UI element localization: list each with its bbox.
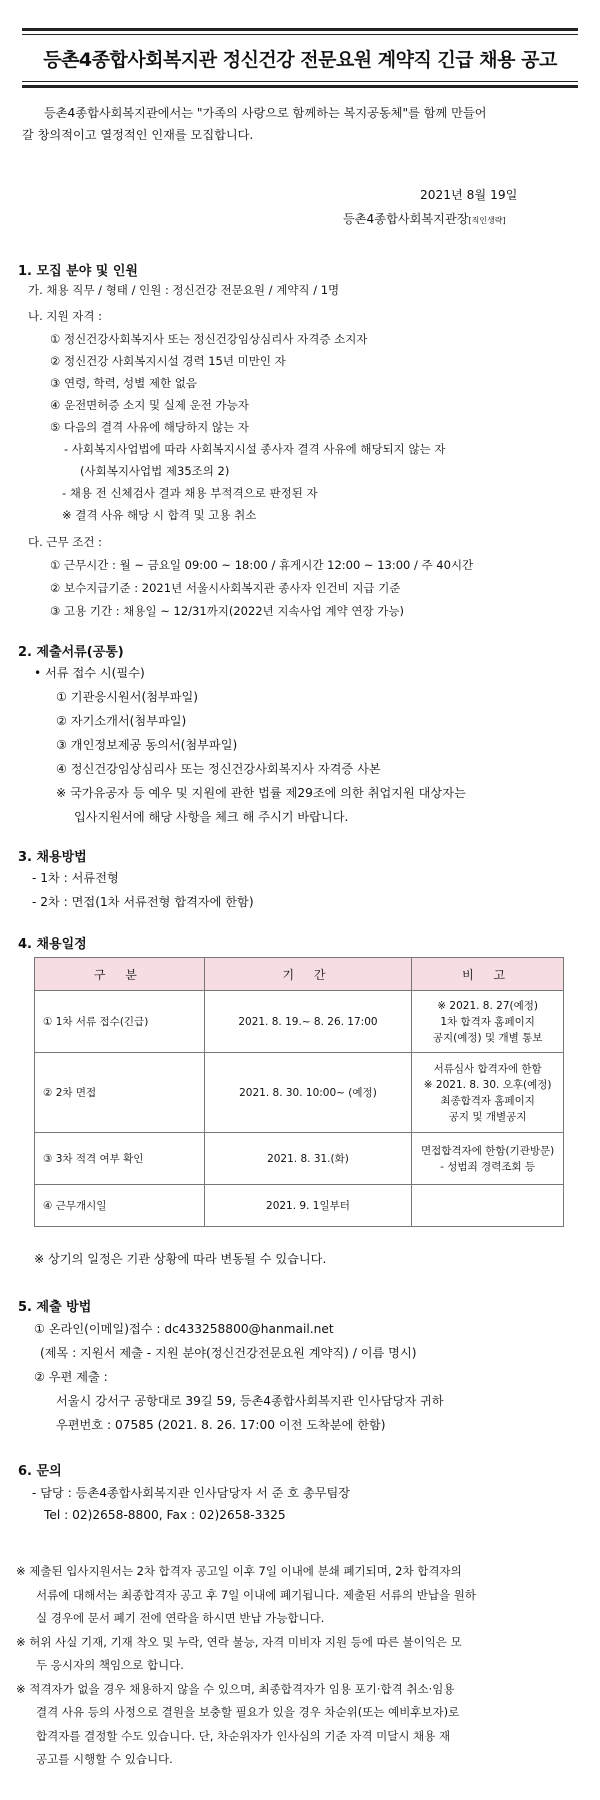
email-subject-format: (제목 : 지원서 제출 - 지원 분야(정신건강전문요원 계약직) / 이름 명시): [40, 1346, 417, 1360]
note-line: 실 경우에 문서 폐기 전에 연락을 하시면 반납 가능합니다.: [36, 1611, 325, 1625]
veteran-note-2: 입사지원서에 해당 사항을 체크 해 주시기 바랍니다.: [74, 810, 349, 824]
note-cell: [412, 1053, 564, 1133]
section-2-heading: 2. 제출서류(공통): [18, 645, 124, 660]
category-cell: ④ 근무개시일: [35, 1185, 205, 1227]
notes-block: [16, 1560, 586, 1772]
section-6-heading: 6. 문의: [18, 1464, 62, 1479]
intro-line-2: 갈 창의적이고 열정적인 인재를 모집합니다.: [22, 128, 254, 142]
contact-phone: Tel : 02)2658-8800, Fax : 02)2658-3325: [44, 1508, 286, 1522]
document-item: ① 기관응시원서(첨부파일): [56, 690, 199, 704]
postal-submission: ② 우편 제출 :: [34, 1370, 108, 1384]
note-line: 합격자를 결정할 수도 있습니다. 단, 차순위자가 인사심의 기준 자격 미달시 채용 재: [36, 1728, 451, 1743]
disqualification-1: - 사회복지사업법에 따라 사회복지시설 종사자 결격 사유에 해당되지 않는 자: [64, 442, 446, 456]
documents-bullet: • 서류 접수 시(필수): [34, 666, 145, 680]
postal-code: 우편번호 : 07585 (2021. 8. 26. 17:00 이전 도착분에 한함): [56, 1418, 386, 1432]
postal-address: 서울시 강서구 공항대로 39길 59, 등촌4종합사회복지관 인사담당자 귀하: [56, 1394, 444, 1408]
period-cell: 2021. 9. 1일부터: [204, 1185, 412, 1227]
issuer-name: 등촌4종합사회복지관장: [343, 212, 469, 226]
note-line: ※ 허위 사실 기재, 기재 착오 및 누락, 연락 불능, 자격 미비자 지원 등에 따른 불이익은 모: [16, 1634, 462, 1649]
section-5-heading: 5. 제출 방법: [18, 1300, 92, 1315]
disqualification-1-law: (사회복지사업법 제35조의 2): [80, 464, 230, 478]
category-cell: ② 2차 면접: [35, 1053, 205, 1133]
work-condition: ① 근무시간 : 월 ~ 금요일 09:00 ~ 18:00 / 휴게시간 12:00 ~ 13:00 / 주 40시간: [50, 558, 474, 572]
job-info: 가. 채용 직무 / 형태 / 인원 : 정신건강 전문요원 / 계약직 / 1명: [28, 283, 340, 297]
title-box: [22, 28, 578, 88]
note-cell: [412, 991, 564, 1053]
section-4-heading: 4. 채용일정: [18, 937, 87, 952]
note-line: ※ 2021. 8. 30. 오후(예정): [423, 1078, 552, 1091]
column-header: 기 간: [204, 958, 412, 991]
work-conditions-heading: 다. 근무 조건 :: [28, 535, 103, 549]
period-cell: 2021. 8. 30. 10:00~ (예정): [204, 1053, 412, 1133]
issue-date: 2021년 8월 19일: [420, 188, 518, 202]
note-line: 서류에 대해서는 최종합격자 공고 후 7일 이내에 폐기됩니다. 제출된 서류의 반납을 원하: [36, 1587, 476, 1602]
page-title: 등촌4종합사회복지관 정신건강 전문요원 계약직 긴급 채용 공고: [43, 48, 557, 71]
qualification-item: ③ 연령, 학력, 성별 제한 없음: [50, 376, 197, 390]
period-cell: 2021. 8. 19.~ 8. 26. 17:00: [204, 991, 412, 1053]
note-cell: [412, 1133, 564, 1185]
note-line: 공고를 시행할 수 있습니다.: [36, 1752, 173, 1766]
veteran-note-1: ※ 국가유공자 등 예우 및 지원에 관한 법률 제29조에 의한 취업지원 대상자는: [56, 786, 466, 800]
note-line: 서류심사 합격자에 한함: [433, 1062, 542, 1075]
section-1-heading: 1. 모집 분야 및 인원: [18, 264, 138, 279]
period-cell: 2021. 8. 31.(화): [204, 1133, 412, 1185]
online-submission: [34, 1320, 334, 1337]
disqualification-2: - 채용 전 신체검사 결과 채용 부적격으로 판정된 자: [62, 486, 318, 500]
qualification-item: ② 정신건강 사회복지시설 경력 15년 미만인 자: [50, 354, 286, 368]
qualification-item: ① 정신건강사회복지사 또는 정신건강임상심리사 자격증 소지자: [50, 332, 368, 346]
table-row: [35, 991, 564, 1053]
note-cell: [412, 1185, 564, 1227]
note-line: 두 응시자의 책임으로 합니다.: [36, 1658, 184, 1672]
contact-person: - 담당 : 등촌4종합사회복지관 인사담당자 서 준 호 총무팀장: [32, 1486, 351, 1500]
note-line: ※ 적격자가 없을 경우 채용하지 않을 수 있으며, 최종합격자가 임용 포기·합격 취소·임용: [16, 1681, 455, 1696]
note-line: 면접합격자에 한함(기관방문): [421, 1144, 555, 1157]
column-header: 비 고: [412, 958, 564, 991]
document-item: ② 자기소개서(첨부파일): [56, 714, 187, 728]
table-header-row: [35, 958, 564, 991]
issuer: [343, 210, 506, 227]
note-line: 결격 사유 등의 사정으로 결원을 보충할 필요가 있을 경우 차순위(또는 예비후보자)로: [36, 1705, 460, 1719]
note-line: 최종합격자 홈페이지: [440, 1094, 535, 1107]
qualification-item: ④ 운전면허증 소지 및 실제 운전 가능자: [50, 398, 249, 412]
work-condition: ② 보수지급기준 : 2021년 서울시사회복지관 종사자 인건비 지급 기준: [50, 581, 401, 595]
table-row: [35, 1053, 564, 1133]
table-row: [35, 1133, 564, 1185]
qualification-item: ⑤ 다음의 결격 사유에 해당하지 않는 자: [50, 420, 249, 434]
note-line: ※ 2021. 8. 27(예정): [437, 999, 538, 1012]
section-3-heading: 3. 채용방법: [18, 850, 87, 865]
intro-line-1: 등촌4종합사회복지관에서는 "가족의 사랑으로 함께하는 복지공동체"를 함께 만들어: [44, 106, 487, 120]
note-line: 공지 및 개별공지: [448, 1110, 527, 1123]
schedule-table: [34, 957, 564, 1227]
method-second: - 2차 : 면접(1차 서류전형 합격자에 한함): [32, 895, 254, 909]
disqualification-note: ※ 결격 사유 해당 시 합격 및 고용 취소: [62, 508, 257, 522]
category-cell: ③ 3차 적격 여부 확인: [35, 1133, 205, 1185]
work-condition: ③ 고용 기간 : 채용일 ~ 12/31까지(2022년 지속사업 계약 연장 가능): [50, 604, 404, 618]
schedule-footnote: ※ 상기의 일정은 기관 상황에 따라 변동될 수 있습니다.: [34, 1252, 327, 1266]
note-line: 1차 합격자 홈페이지: [440, 1015, 535, 1028]
issuer-stamp: [직인생략]: [468, 216, 506, 225]
table-row: [35, 1185, 564, 1227]
method-first: - 1차 : 서류전형: [32, 871, 119, 885]
qualification-heading: 나. 지원 자격 :: [28, 309, 103, 323]
document-item: ④ 정신건강임상심리사 또는 정신건강사회복지사 자격증 사본: [56, 762, 381, 776]
note-line: 공지(예정) 및 개별 통보: [432, 1031, 543, 1044]
online-submission-text: ① 온라인(이메일)접수 : dc433258800@hanmail.net: [34, 1322, 334, 1336]
document-item: ③ 개인정보제공 동의서(첨부파일): [56, 738, 238, 752]
column-header: 구 분: [35, 958, 205, 991]
category-cell: ① 1차 서류 접수(긴급): [35, 991, 205, 1053]
note-line: - 성범죄 경력조회 등: [440, 1160, 536, 1173]
note-line: ※ 제출된 입사지원서는 2차 합격자 공고일 이후 7일 이내에 분쇄 폐기되며, 2차 합격자의: [16, 1564, 462, 1578]
